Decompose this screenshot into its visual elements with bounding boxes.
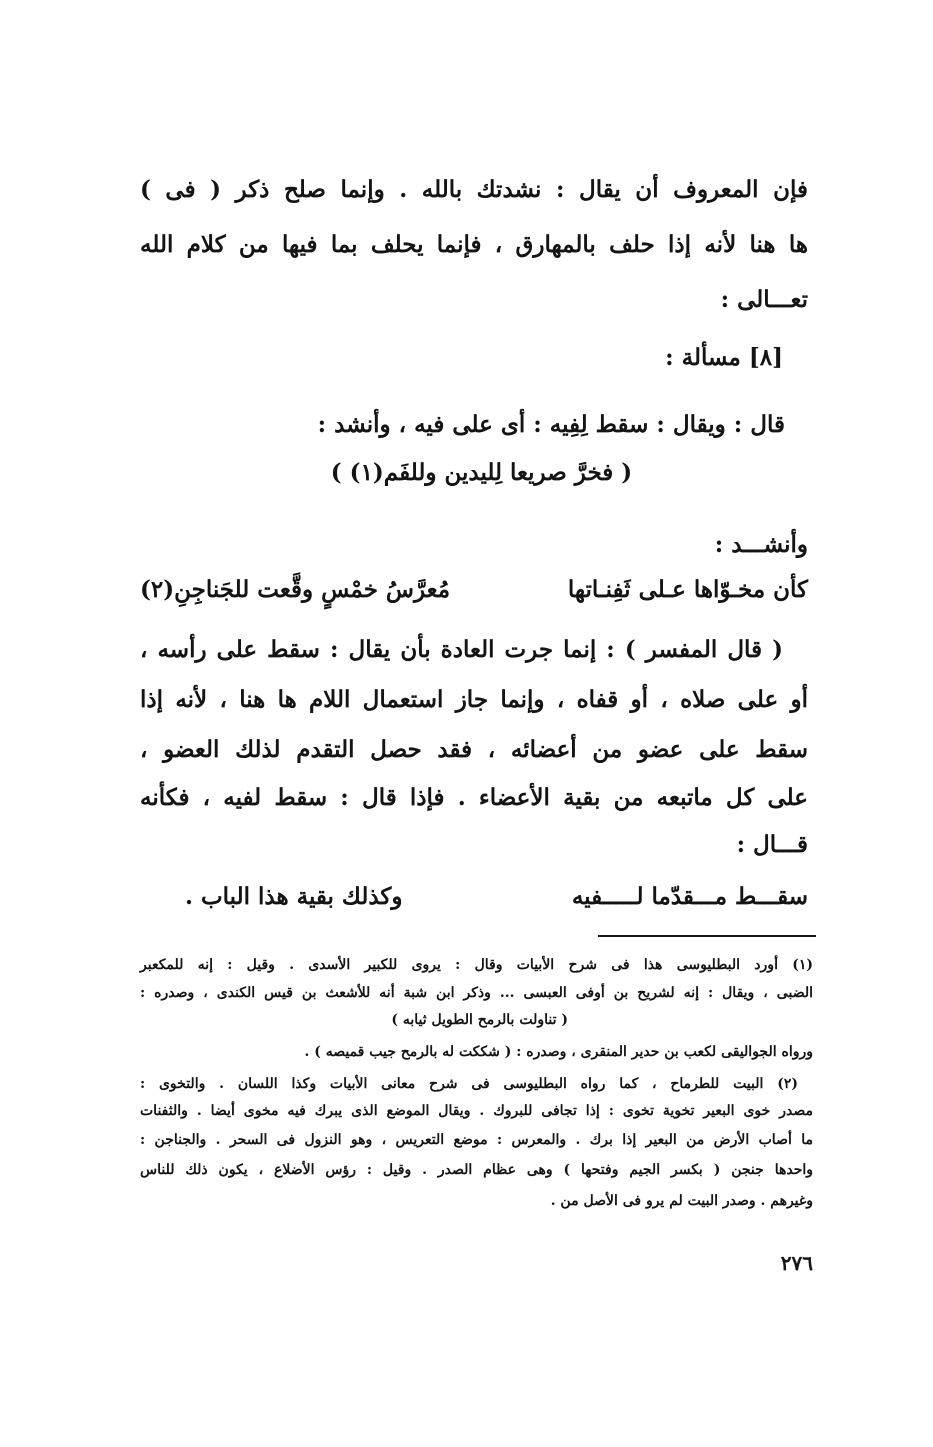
verse-quote-1: ( فخرَّ صريعا لِليدين وللفَم(١) ) <box>330 459 633 486</box>
closing-first: سقـــط مـــقدّما لـــــفيه <box>571 883 808 910</box>
commentary-line-1: ( قال المفسر ) : إنما جرت العادة بأن يقال : سقط على رأسه ، <box>140 636 783 663</box>
commentary-line-2: أو على صلاه ، أو قفاه ، وإنما جاز استعمال اللام ها هنا ، لأنه إذا <box>140 686 808 713</box>
body-line-2: ها هنا لأنه إذا حلف بالمهارق ، فإنما يحلف بما فيها من كلام الله <box>140 231 808 258</box>
body-line-qala: قال : ويقال : سقط لِفِيه : أى على فيه ، وأنشد : <box>317 411 785 438</box>
verse-2-second-hemistich: مُعرَّسُ خمْسٍ وقَّعت للجَناجِنِ(٢) <box>140 576 451 603</box>
footnote-line-5: (٢) البيت للطرماح ، كما رواه البطليوسى فى شرح معانى الأبيات وكذا اللسان . والتخوى : <box>140 1076 798 1092</box>
footnote-separator <box>598 935 816 937</box>
body-line-anshad: وأنشـــد : <box>714 531 808 558</box>
page-number: ٢٧٦ <box>780 1251 813 1275</box>
footnote-line-6: مصدر خوى البعير تخوية تخوى : إذا تجافى للبروك . ويقال الموضع الذى يبرك فيه مخوى أيضا . والثفنات <box>140 1103 813 1119</box>
footnote-line-9: وغيرهم . وصدر البيت لم يرو فى الأصل من . <box>550 1193 813 1209</box>
commentary-line-4: على كل ماتبعه من بقية الأعضاء . فإذا قال : سقط لفيه ، فكأنه <box>140 784 808 811</box>
commentary-line-3: سقط على عضو من أعضائه ، فقد حصل التقدم لذلك العضو ، <box>140 736 808 763</box>
closing-second: وكذلك بقية هذا الباب . <box>185 883 403 910</box>
section-heading: [٨] مسألة : <box>665 344 783 371</box>
verse-2 <box>140 575 808 605</box>
footnote-line-2: الضبى ، ويقال : إنه لشريح بن أوفى العبسى ... وذكر ابن شبة أنه للأشعث بن قيس الكندى ، وصدره : <box>140 985 813 1001</box>
footnote-line-1: (١) أورد البطليوسى هذا فى شرح الأبيات وقال : يروى للكبير الأسدى . وقيل : إنه للمكعبر <box>140 957 813 973</box>
footnote-line-7: ما أصاب الأرض من البعير إذا برك . والمعرس : موضع التعريس ، وهو النزول فى السحر . والجناجن : <box>140 1132 813 1148</box>
footnote-line-4: ورواه الجواليقى لكعب بن حدير المنقرى ، وصدره : ( شككت له بالرمح جيب قميصه ) . <box>304 1044 813 1060</box>
verse-2-first-hemistich: كأن مخـوّاها عـلى ثَفِنـاتها <box>567 576 808 603</box>
closing-line <box>185 882 808 912</box>
footnote-line-3: ( تناولت بالرمح الطويل ثيابه ) <box>391 1012 568 1028</box>
body-line-1: فإن المعروف أن يقال : نشدتك بالله . وإنما صلح ذكر ( فى ) <box>140 176 808 203</box>
body-line-3: تعـــالى : <box>720 286 808 313</box>
commentary-line-5: قـــال : <box>736 831 808 858</box>
footnote-line-8: واحدها جنجن ( بكسر الجيم وفتحها ) وهى عظام الصدر . وقيل : رؤس الأضلاع ، يكون ذلك للناس <box>140 1162 813 1178</box>
